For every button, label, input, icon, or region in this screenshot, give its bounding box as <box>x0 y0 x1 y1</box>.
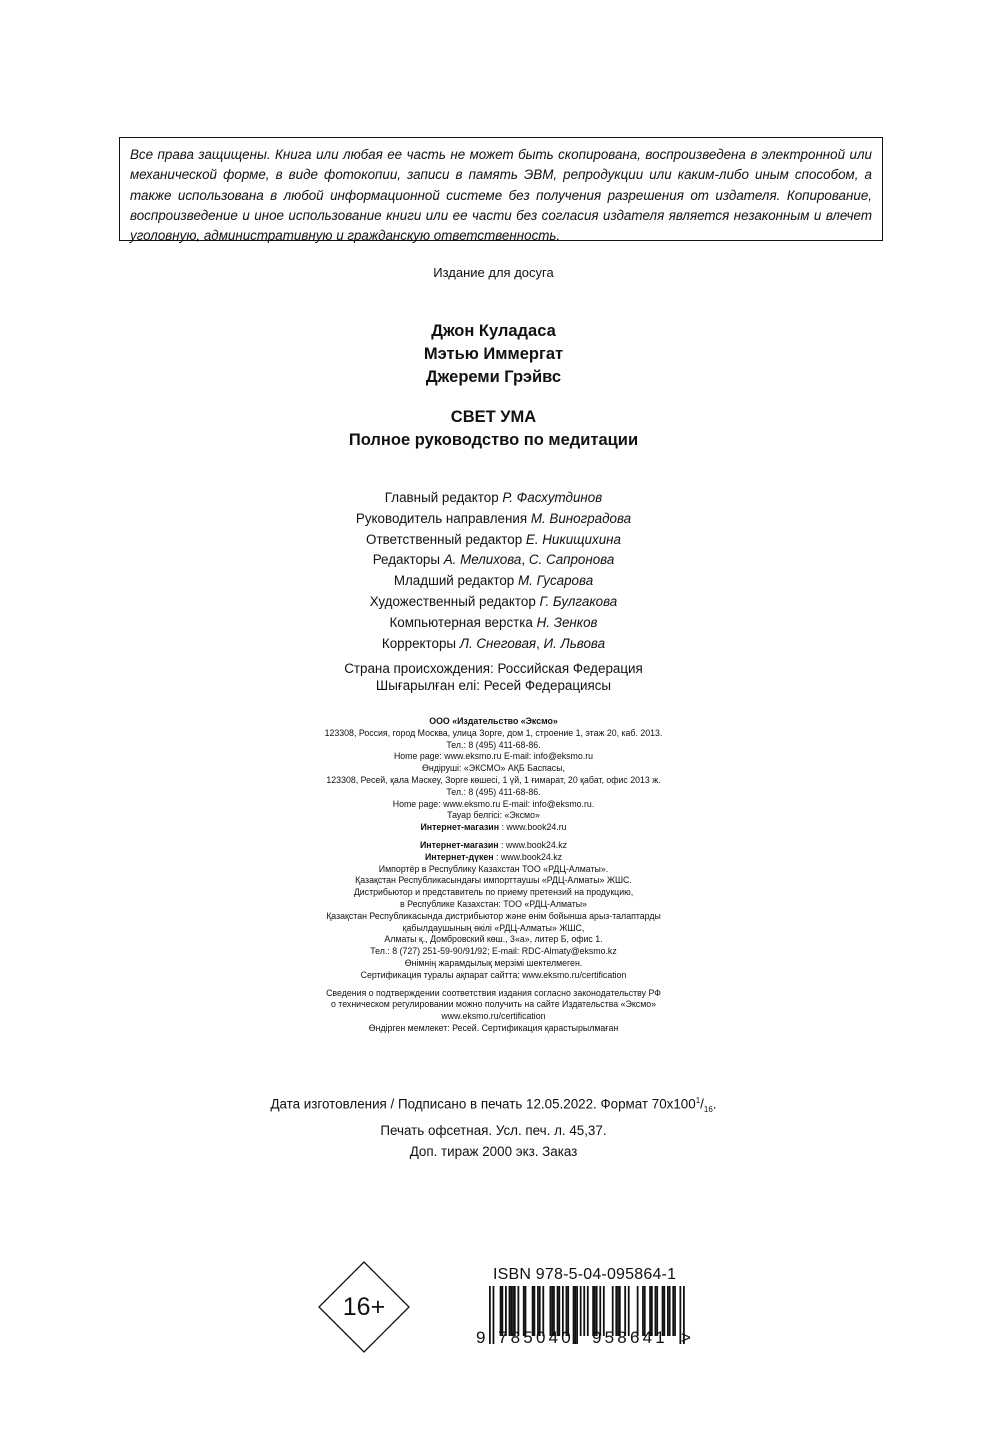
credit-line <box>0 634 987 655</box>
publisher-line: 123308, Россия, город Москва, улица Зорге, дом 1, строение 1, этаж 20, каб. 2013. <box>324 727 663 738</box>
credit-role: Главный редактор <box>384 490 499 505</box>
authors <box>0 320 987 389</box>
credit-separator: , <box>536 635 544 651</box>
importer-line: қабылдаушының өкілі «РДЦ-Алматы» ЖШС, <box>402 922 585 933</box>
credit-role: Редакторы <box>372 552 440 568</box>
credit-name: Р. Фасхутдинов <box>502 490 603 505</box>
credit-role: Руководитель направления <box>355 510 528 526</box>
importer-line: Алматы қ., Домбровский көш., 3«а», литер Б, офис 1. <box>384 934 603 945</box>
publisher-line: Home page: www.eksmo.ru E-mail: info@eksmo.ru. <box>392 798 595 809</box>
publisher-info <box>0 716 987 1035</box>
credit-line <box>0 592 987 613</box>
credit-line <box>0 530 987 551</box>
certification-line: www.eksmo.ru/certification <box>441 1011 546 1022</box>
print-line: Печать офсетная. Усл. печ. л. 45,37. <box>380 1122 607 1138</box>
author-name: Джон Куладаса <box>431 322 556 340</box>
credit-separator: , <box>521 552 529 568</box>
book-title: СВЕТ УМА <box>450 408 537 426</box>
age-rating: 16+ <box>342 1293 386 1321</box>
print-info <box>0 1091 987 1163</box>
credit-line <box>0 613 987 634</box>
credit-line <box>0 550 987 571</box>
age-rating-badge <box>318 1261 410 1353</box>
print-line: Дата изготовления / Подписано в печать 12.05.2022. Формат $70х100^1/_{16}$. <box>270 1096 717 1115</box>
credit-role: Компьютерная верстка <box>389 614 533 630</box>
rights-notice: Все права защищены. Книга или любая ее часть не может быть скопирована, воспроизведена в электронной или механической форме, в виде фотокопии, записи в память ЭВМ, репродукции или каким-либо иным способом, а также использована в любой информационной системе без получения разрешения от издателя. Копирование, воспроизведение и иное использование книги или ее части без согласия издателя является незаконным и влечет уголовную, административную и гражданскую ответственность. <box>119 137 883 241</box>
credit-name: М. Виноградова <box>530 510 632 526</box>
credit-role: Художественный редактор <box>369 593 536 609</box>
publisher-line: Тел.: 8 (495) 411-68-86. <box>446 739 541 750</box>
publisher-line: Home page: www.eksmo.ru E-mail: info@eksmo.ru <box>393 751 594 762</box>
book-title-block <box>0 406 987 452</box>
credit-name: М. Гусарова <box>517 573 594 589</box>
credit-name: С. Сапронова <box>528 552 615 568</box>
importer-line: в Республике Казахстан: ТОО «РДЦ-Алматы» <box>400 898 587 909</box>
publisher-line: Тел.: 8 (495) 411-68-86. <box>446 786 541 797</box>
importer-line: Сертификация туралы ақпарат сайтта: www.eksmo.ru/certification <box>360 969 627 980</box>
certification-line: Сведения о подтверждении соответствия издания согласно законодательству РФ <box>326 987 661 998</box>
online-shop-ru: Интернет-магазин : www.book24.ru <box>420 822 567 833</box>
importer-line: Дистрибьютор и представитель по приему претензий на продукцию, <box>353 887 634 898</box>
credit-name: Л. Снеговая <box>459 635 537 651</box>
credit-name: А. Мелихова <box>443 552 522 568</box>
credit-name: Е. Никищихина <box>525 531 621 547</box>
publisher-line: 123308, Ресей, қала Мәскеу, Зорге көшесі, 1 үй, 1 ғимарат, 20 қабат, офис 2013 ж. <box>326 774 661 785</box>
online-shop-kz: Интернет-магазин : www.book24.kz <box>419 839 568 850</box>
credit-name: Г. Булгакова <box>539 593 618 609</box>
online-shop-kz-alt: Интернет-дүкен : www.book24.kz <box>424 851 563 862</box>
credit-line <box>0 509 987 530</box>
credit-line <box>0 488 987 509</box>
print-line: Доп. тираж 2000 экз. Заказ <box>409 1143 578 1159</box>
credit-role: Младший редактор <box>393 573 515 589</box>
credit-role: Корректоры <box>381 635 457 651</box>
isbn-number: ISBN 978-5-04-095864-1 <box>493 1266 677 1283</box>
importer-line: Қазақстан Республикасында дистрибьютор және өнім бойынша арыз-талаптарды <box>326 910 661 921</box>
barcode-trailing-mark: > <box>681 1328 691 1347</box>
credit-name: И. Львова <box>543 635 606 651</box>
certification-line: Өндірген мемлекет: Ресей. Сертификация қарастырылмаған <box>368 1022 619 1033</box>
origin-line: Страна происхождения: Российская Федерация <box>344 661 643 676</box>
author-name: Джереми Грэйвс <box>425 368 562 386</box>
country-of-origin <box>0 660 987 694</box>
editorial-credits <box>0 488 987 654</box>
barcode-digits-right: 958641 <box>592 1328 668 1347</box>
credit-role: Ответственный редактор <box>366 531 523 547</box>
author-name: Мэтью Иммергат <box>423 345 564 363</box>
importer-line: Қазақстан Республикасындағы импорттаушы «РДЦ-Алматы» ЖШС. <box>355 875 632 886</box>
importer-line: Тел.: 8 (727) 251-59-90/91/92; E-mail: RDC-Almaty@eksmo.kz <box>370 946 617 957</box>
book-subtitle: Полное руководство по медитации <box>348 431 639 449</box>
credit-name: Н. Зенков <box>536 614 598 630</box>
barcode-lead-digit: 9 <box>476 1328 486 1347</box>
origin-line: Шығарылған елі: Ресей Федерациясы <box>375 678 612 693</box>
barcode-digits-left: 785040 <box>498 1328 574 1347</box>
isbn-block <box>476 1265 695 1355</box>
importer-line: Өнімнің жарамдылық мерзімі шектелмеген. <box>404 957 583 968</box>
importer-line: Импортёр в Республику Казахстан ТОО «РДЦ-Алматы». <box>378 863 609 874</box>
publisher-name: ООО «Издательство «Эксмо» <box>429 716 558 726</box>
genre-label: Издание для досуга <box>433 265 554 280</box>
credit-line <box>0 571 987 592</box>
publisher-line: Өндіруші: «ЭКСМО» АҚБ Баспасы, <box>422 763 565 774</box>
publisher-line: Тауар белгісі: «Эксмо» <box>447 810 540 821</box>
certification-line: о техническом регулировании можно получить на сайте Издательства «Эксмо» <box>330 999 657 1010</box>
